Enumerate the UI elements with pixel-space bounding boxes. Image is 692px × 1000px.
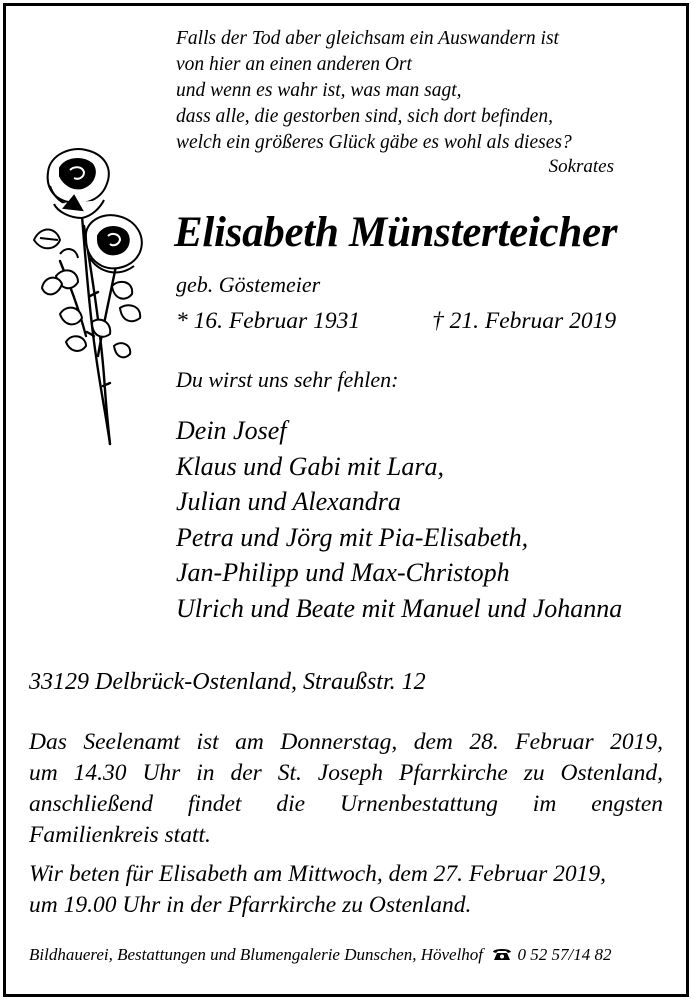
family-group [176,413,622,449]
maiden-name: geb. Göstemeier [176,272,321,297]
undertaker-name: Bildhauerei, Bestattungen und Blumengalerie Dunschen, Hövelhof [29,945,484,964]
birth-date: * 16. Februar 1931 [176,308,361,334]
quote-line: welch ein größeres Glück gäbe es wohl als dieses? [176,132,572,153]
death-date: † 21. Februar 2019 [432,308,617,334]
family-line: Ulrich und Beate mit Manuel und Johanna [176,593,623,623]
service-line: Das Seelenamt ist am Donnerstag, dem 28. Februar 2019, [29,729,663,755]
phone-number: 0 52 57/14 82 [517,945,612,964]
family-group [176,520,622,591]
service-line: Familienkreis statt. [29,822,211,848]
family-address: 33129 Delbrück-Ostenland, Straußstr. 12 [29,669,426,695]
quote-author: Sokrates [548,156,614,177]
undertaker-footer [29,945,612,965]
family-group [176,591,622,627]
prayer-info [29,859,669,921]
farewell-message: Du wirst uns sehr fehlen: [176,367,399,392]
family-group [176,449,622,520]
quote-line: und wenn es wahr ist, was man sagt, [176,80,462,101]
service-line: anschließend findet die Urnenbestattung im engsten [29,791,663,817]
service-info [29,727,663,851]
quote-line: dass alle, die gestorben sind, sich dort befinden, [176,106,553,127]
quote-line: Falls der Tod aber gleichsam ein Auswandern ist [176,28,559,49]
family-list [176,413,622,626]
rose-bloom-lower [86,215,142,272]
quote [176,26,572,156]
prayer-line: um 19.00 Uhr in der Pfarrkirche zu Ostenland. [29,892,472,918]
family-line: Julian und Alexandra [176,487,401,516]
rose-illustration [20,146,150,448]
rose-bloom-top [48,149,109,218]
family-line: Klaus und Gabi mit Lara, [176,451,444,481]
quote-line: von hier an einen anderen Ort [176,54,412,75]
family-line: Petra und Jörg mit Pia-Elisabeth, [176,522,529,552]
family-line: Jan-Philipp und Max-Christoph [176,558,510,587]
service-line: um 14.30 Uhr in der St. Joseph Pfarrkirche zu Ostenland, [29,760,663,786]
family-line: Dein Josef [176,416,287,445]
prayer-line: Wir beten für Elisabeth am Mittwoch, dem 27. Februar 2019, [29,861,607,887]
telephone-icon [491,947,513,961]
deceased-name: Elisabeth Münsterteicher [174,209,618,256]
